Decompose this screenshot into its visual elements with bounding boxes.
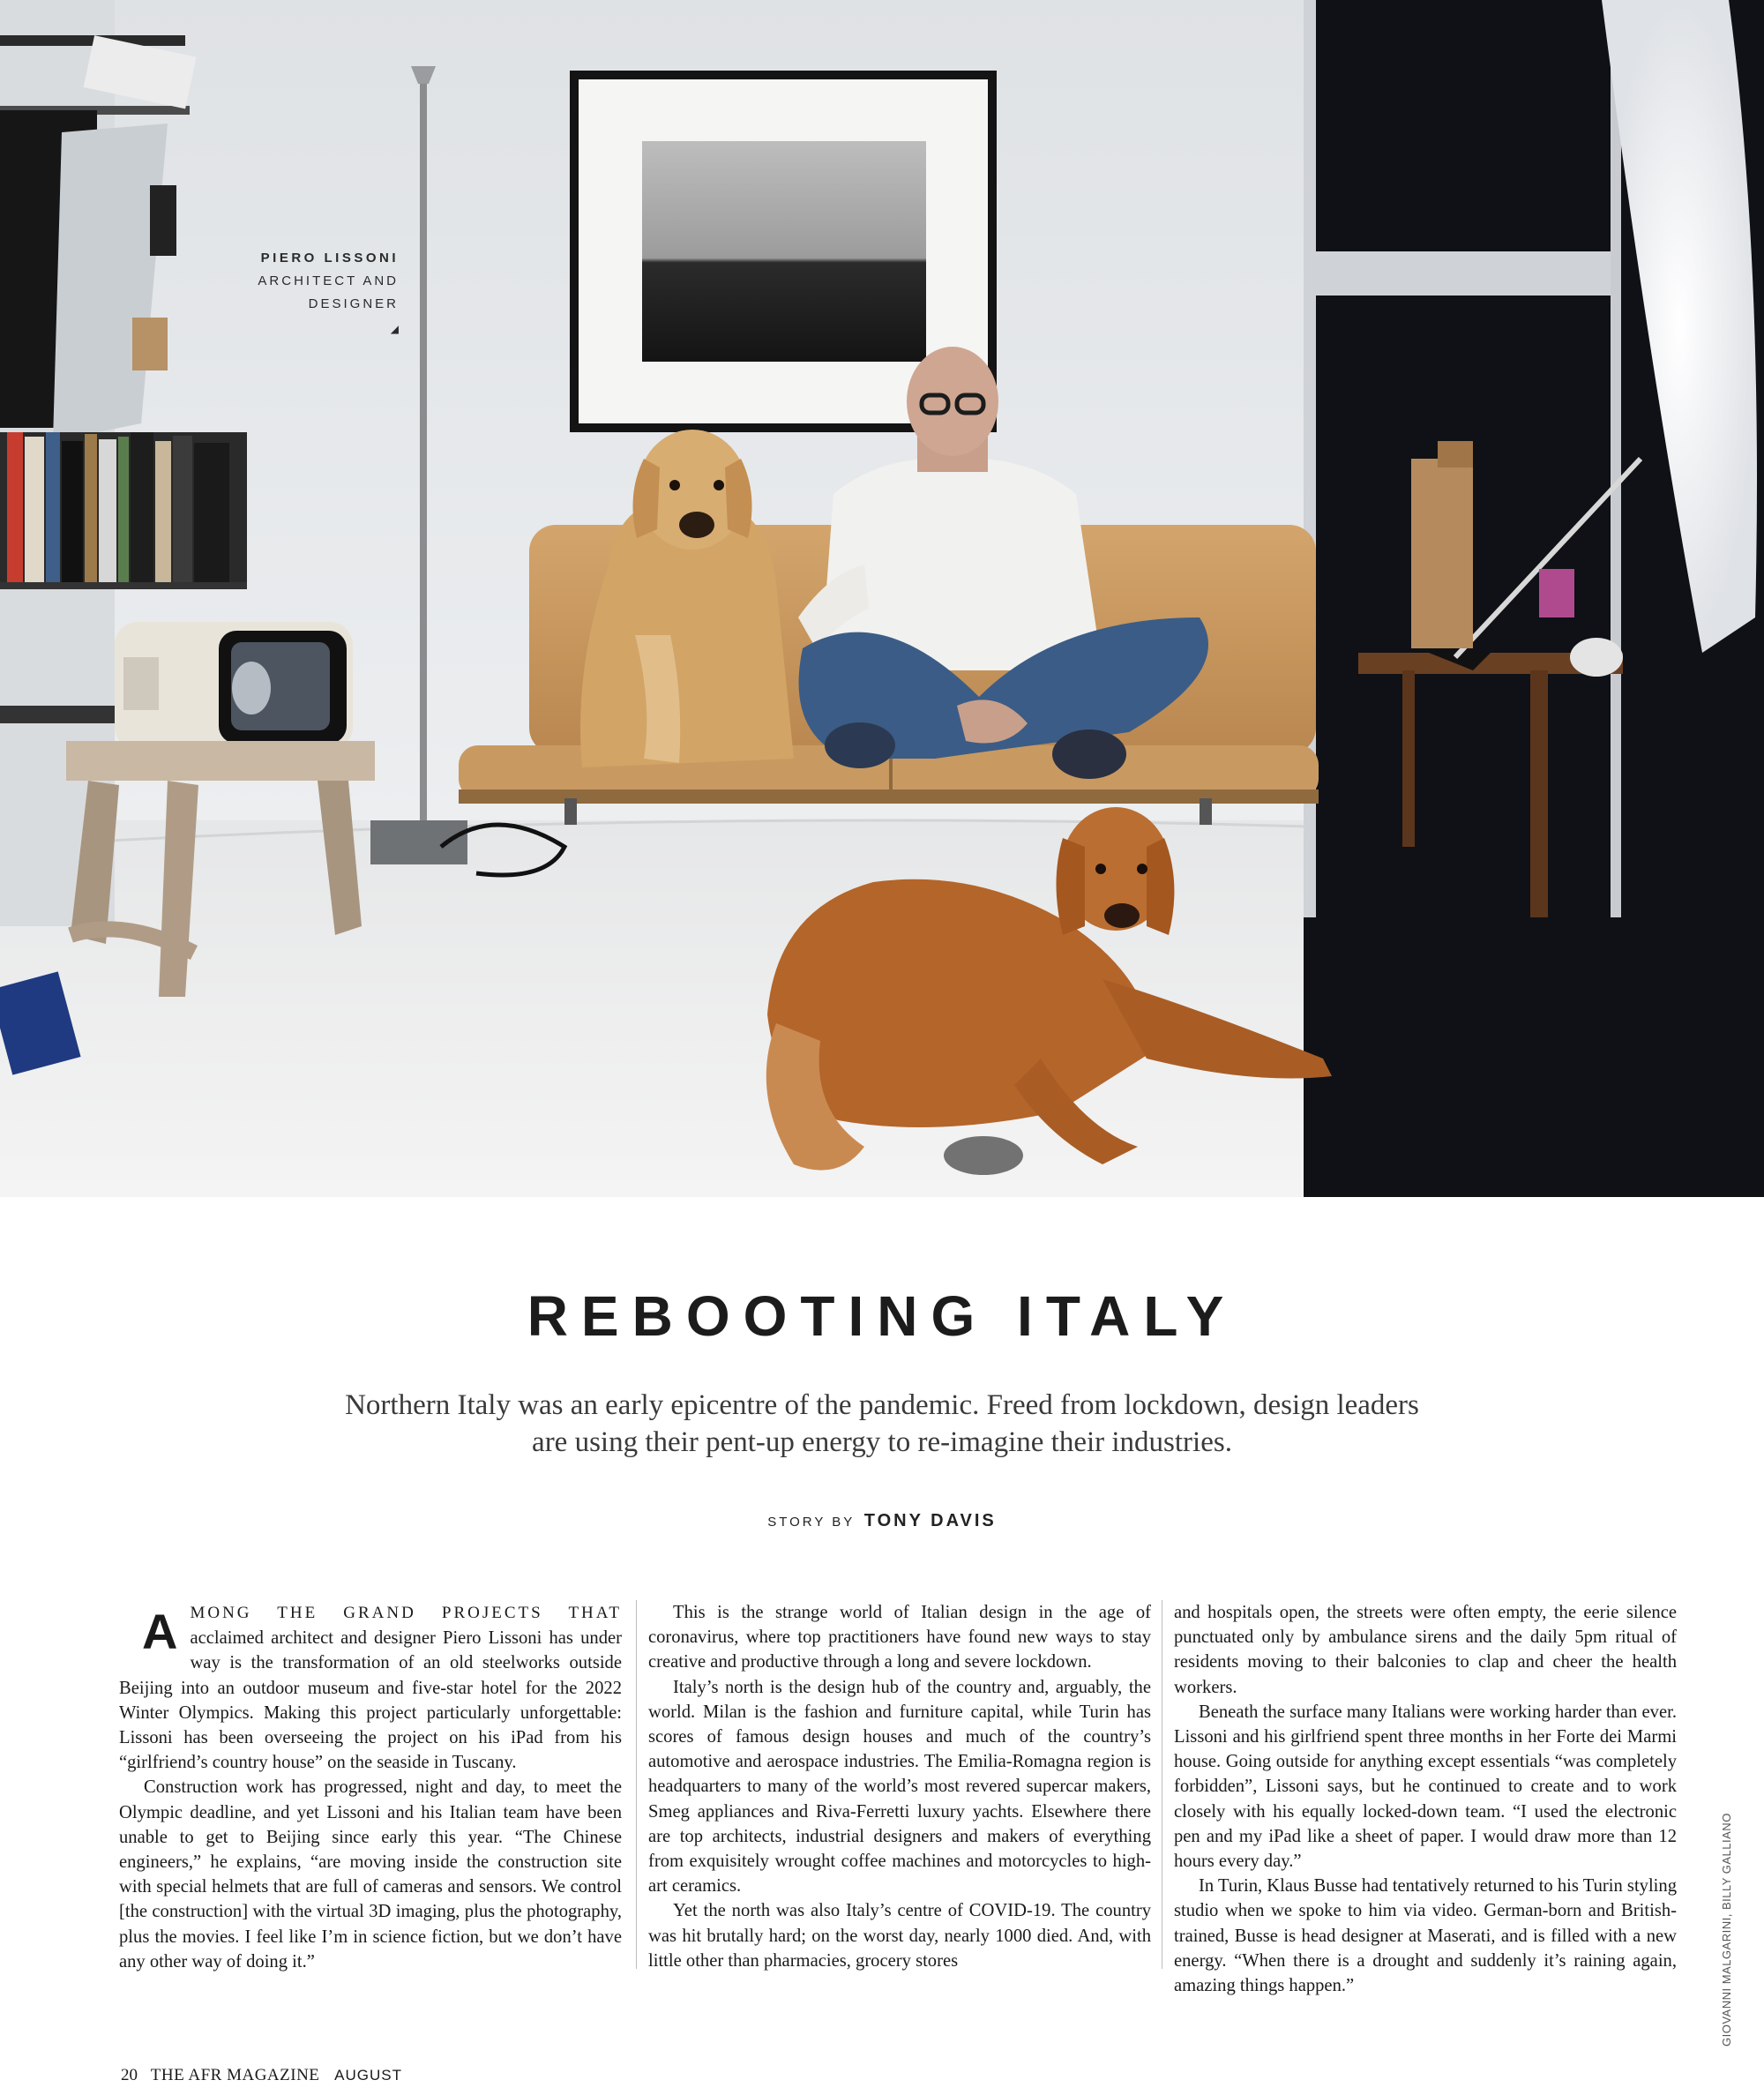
body-paragraph	[119, 1600, 622, 1775]
issue-month: AUGUST	[334, 2067, 403, 2084]
photo-caption	[229, 247, 399, 340]
article-headline: REBOOTING ITALY	[527, 1284, 1237, 1348]
page-folio	[121, 2066, 402, 2085]
standfirst-line-2: are using their pent-up energy to re-imagine their industries.	[532, 1426, 1232, 1458]
body-paragraph: This is the strange world of Italian design in the age of coronavirus, where top practitioners have found new ways to stay creative and productive through a long and severe lockdown.	[648, 1603, 1151, 1672]
body-column-3	[1174, 1600, 1677, 1998]
caption-role-line-2: DESIGNER	[308, 296, 399, 311]
caption-name: PIERO LISSONI	[260, 251, 399, 266]
body-paragraph: and hospitals open, the streets were often empty, the eerie silence punctuated only by ambulance sirens and the daily 5pm ritual of residents moving to their balconies to clap and cheer the health workers.	[1174, 1603, 1677, 1697]
lead-text: acclaimed architect and designer Piero Lissoni has under way is the transformation of an old steelworks outside Beijing into an outdoor museum and five-star hotel for the 2022 Winter Olympics. Making this project particularly unforgettable: Lissoni has been overseeing the project on his iPad from his “girlfriend’s country house” on the seaside in Tuscany.	[119, 1628, 622, 1773]
byline-author: TONY DAVIS	[863, 1511, 997, 1530]
body-paragraph: Construction work has progressed, night and day, to meet the Olympic deadline, and yet Lissoni and his Italian team have been unable to get to Beijing since early this year. “The Chinese engineers,” he explains, “are moving inside the construction site with special helmets that are full of cameras and sensors. We control [the construction] with the virtual 3D imaging, plus the photography, plus the movies. I feel like I’m in science fiction, but we don’t have any other way of doing it.”	[119, 1777, 622, 1972]
byline-prefix: STORY BY	[767, 1515, 856, 1530]
column-divider	[636, 1600, 637, 1969]
drop-cap: A	[142, 1604, 178, 1659]
body-column-2	[648, 1600, 1151, 1973]
body-column-1	[119, 1600, 622, 1974]
body-paragraph: Beneath the surface many Italians were working harder than ever. Lissoni and his girlfriend spent three months in her Forte dei Marmi house. Going outside for anything except essentials “was completely forbidden”, Lissoni says, but he continued to create and to work closely with his equally locked-down team. “I used the electronic pen and my iPad like a sheet of paper. I would draw more than 12 hours every day.”	[1174, 1702, 1677, 1872]
caption-pointer-icon: ◢	[390, 323, 399, 335]
byline	[0, 1511, 1764, 1531]
portable-tv	[115, 622, 353, 750]
body-paragraph: In Turin, Klaus Busse had tentatively returned to his Turin styling studio when we spoke to him via video. German-born and British-trained, Busse is head designer at Maserati, and is filled with a new energy. “When there is a drought and suddenly it’s raining again, amazing things happen.”	[1174, 1876, 1677, 1996]
bookshelf	[0, 432, 247, 582]
floor-lamp	[420, 71, 427, 829]
article-standfirst	[265, 1387, 1499, 1461]
body-paragraph: Yet the north was also Italy’s centre of COVID-19. The country was hit brutally hard; on the worst day, nearly 1000 died. And, with little other than pharmacies, grocery stores	[648, 1901, 1151, 1971]
standfirst-line-1: Northern Italy was an early epicentre of the pandemic. Freed from lockdown, design leaders	[345, 1389, 1419, 1421]
photo-credit: GIOVANNI MALGARINI, BILLY GALLIANO	[1720, 1813, 1733, 2046]
lead-smallcaps: MONG THE GRAND PROJECTS THAT	[190, 1604, 622, 1622]
wooden-sculpture	[1411, 459, 1473, 648]
caption-role-line-1: ARCHITECT AND	[258, 273, 399, 288]
page-number: 20	[121, 2066, 138, 2084]
body-paragraph: Italy’s north is the design hub of the country and, arguably, the world. Milan is the fashion and furniture capital, while Turin has scores of famous design houses and much of the country’s automotive and aerospace industries. The Emilia-Romagna region is headquarters to many of the world’s most revered supercar makers, Smeg appliances and Riva-Ferretti luxury yachts. Elsewhere there are top architects, industrial designers and makers of everything from exquisitely wrought coffee machines and motorcycles to high-art ceramics.	[648, 1677, 1151, 1897]
magazine-name: THE AFR MAGAZINE	[150, 2066, 320, 2084]
